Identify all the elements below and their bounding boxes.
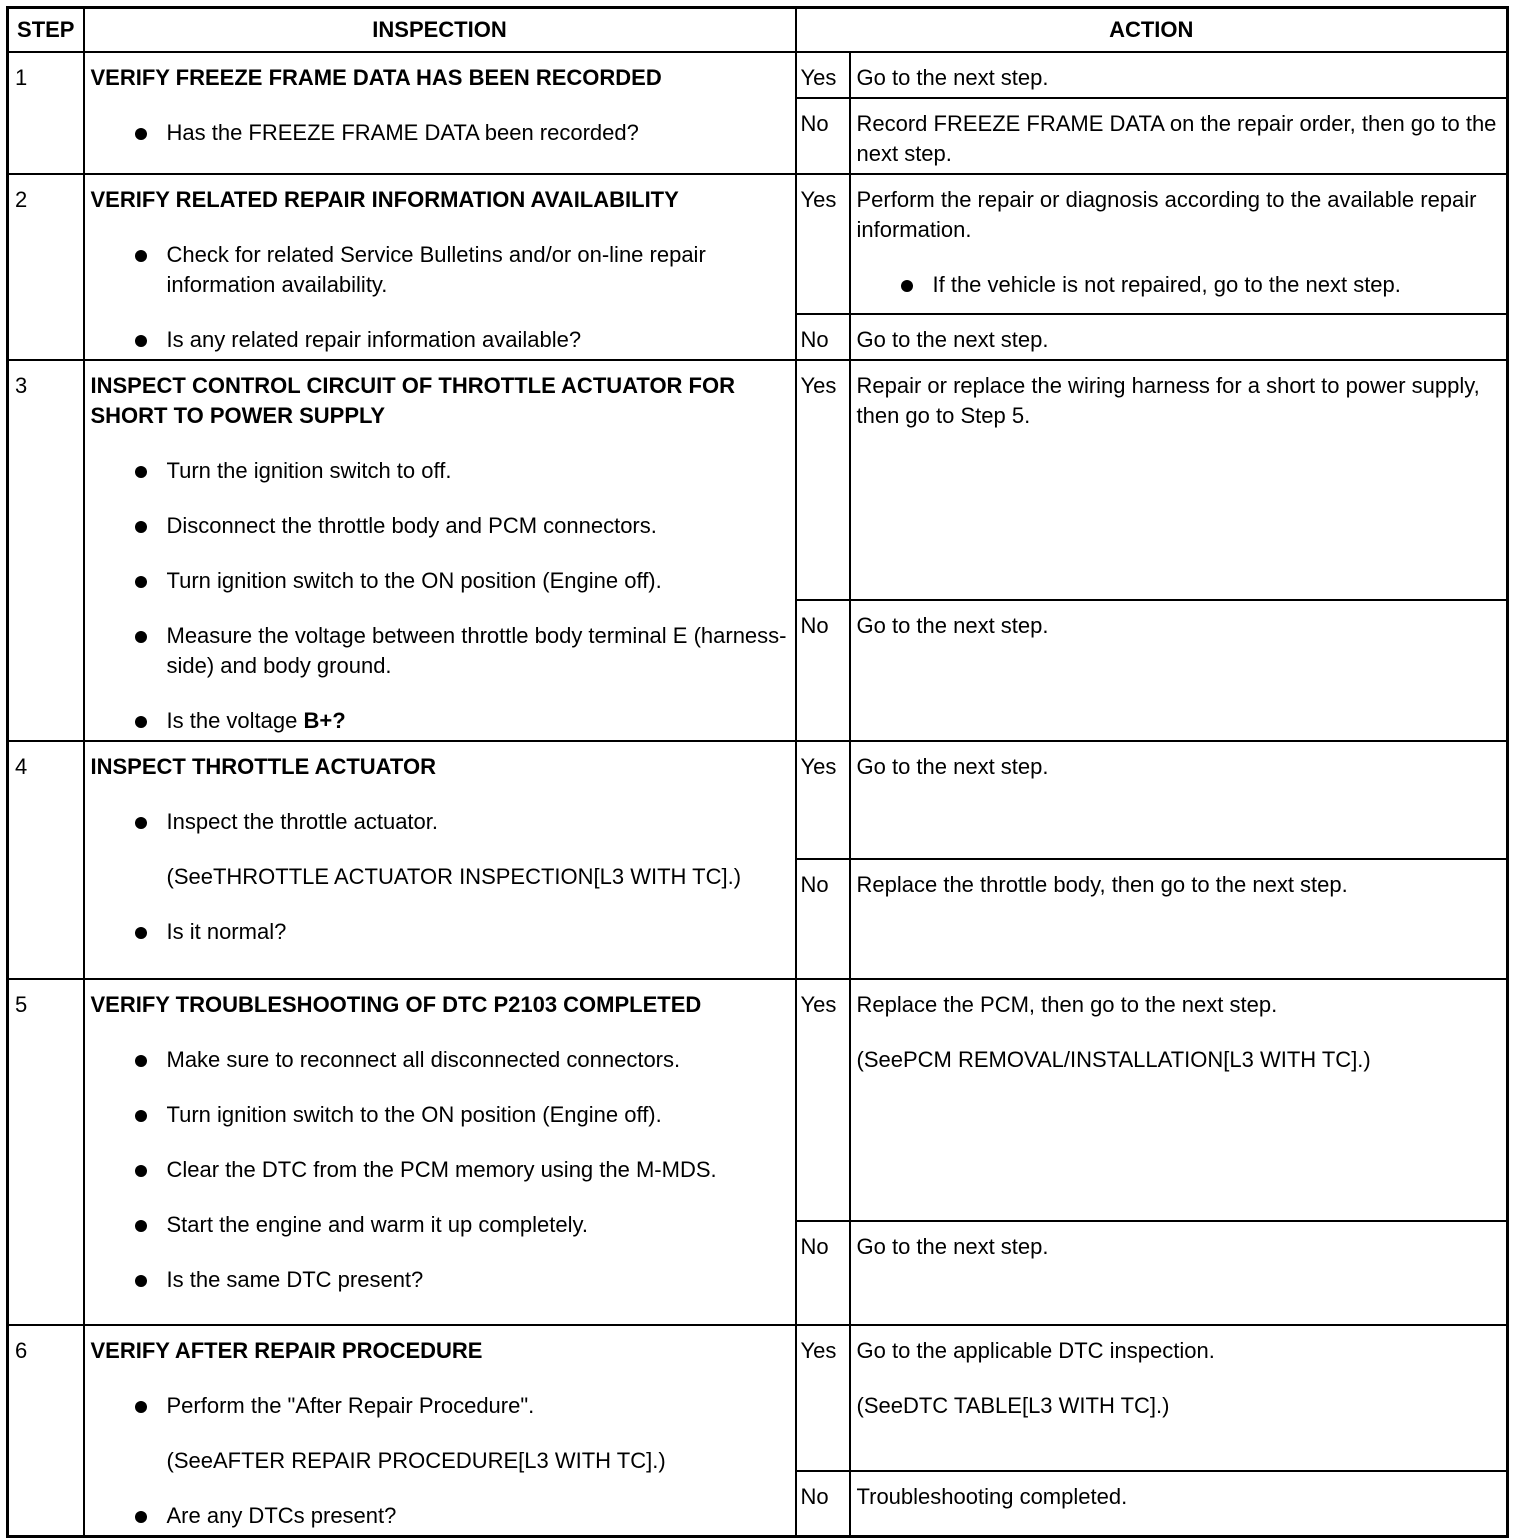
reference-note: (SeeTHROTTLE ACTUATOR INSPECTION[L3 WITH TC].) [166,864,742,889]
list-item: Is any related repair information available? [91,325,789,355]
bullet-icon [135,817,147,829]
step-number: 2 [8,174,84,360]
list-item: Perform the "After Repair Procedure". [91,1391,789,1421]
list-item: Clear the DTC from the PCM memory using the M-MDS. [91,1155,789,1185]
inspection-cell [84,52,796,174]
no-action: Go to the next step. [850,1221,1508,1325]
header-action: ACTION [796,8,1508,53]
step-number: 3 [8,360,84,741]
reference-note: (SeeAFTER REPAIR PROCEDURE[L3 WITH TC].) [166,1448,666,1473]
bullet-icon [135,335,147,347]
no-action: Go to the next step. [850,600,1508,741]
step-number: 4 [8,741,84,979]
yes-label: Yes [796,174,850,314]
no-action: Go to the next step. [850,314,1508,361]
bullet-icon [135,1055,147,1067]
header-row [8,8,1508,53]
no-label: No [796,1471,850,1537]
reference-note: (SeeDTC TABLE[L3 WITH TC].) [856,1393,1170,1418]
yes-label: Yes [796,741,850,859]
bullet-icon [135,521,147,533]
table-row [8,741,1508,859]
step-title: VERIFY TROUBLESHOOTING OF DTC P2103 COMPLETED [90,992,702,1017]
header-inspection: INSPECTION [84,8,796,53]
inspection-cell [84,979,796,1325]
list-item: Has the FREEZE FRAME DATA been recorded? [91,118,789,148]
table-row [8,979,1508,1221]
yes-label: Yes [796,979,850,1221]
list-item: Is it normal? [91,917,789,947]
yes-label: Yes [796,1325,850,1471]
bullet-icon [135,250,147,262]
no-label: No [796,1221,850,1325]
list-item: Turn the ignition switch to off. [91,456,789,486]
yes-action: Go to the next step. [850,52,1508,98]
bullet-icon [135,1165,147,1177]
inspection-cell [84,741,796,979]
no-action: Replace the throttle body, then go to the next step. [850,859,1508,979]
yes-action: Replace the PCM, then go to the next step. (SeePCM REMOVAL/INSTALLATION[L3 WITH TC].) [850,979,1508,1221]
reference-note: (SeePCM REMOVAL/INSTALLATION[L3 WITH TC].) [856,1047,1371,1072]
bullet-icon [901,280,913,292]
bullet-icon [135,716,147,728]
list-item: Disconnect the throttle body and PCM connectors. [91,511,789,541]
list-item: Start the engine and warm it up completely. [91,1210,789,1240]
yes-action: Go to the applicable DTC inspection. (SeeDTC TABLE[L3 WITH TC].) [850,1325,1508,1471]
no-label: No [796,859,850,979]
table-row [8,360,1508,600]
bullet-icon [135,631,147,643]
bullet-icon [135,1275,147,1287]
no-label: No [796,98,850,174]
step-title: INSPECT CONTROL CIRCUIT OF THROTTLE ACTUATOR FOR SHORT TO POWER SUPPLY [90,373,735,428]
list-item: Is the voltage B+? [91,706,789,736]
table-row [8,52,1508,98]
step-title: VERIFY FREEZE FRAME DATA HAS BEEN RECORDED [90,65,662,90]
bullet-icon [135,1110,147,1122]
list-item: Are any DTCs present? [91,1501,789,1531]
yes-action: Go to the next step. [850,741,1508,859]
bullet-icon [135,1220,147,1232]
yes-label: Yes [796,360,850,600]
table-row [8,1325,1508,1471]
no-label: No [796,600,850,741]
bullet-icon [135,576,147,588]
step-number: 5 [8,979,84,1325]
step-title: INSPECT THROTTLE ACTUATOR [90,754,436,779]
list-item: Make sure to reconnect all disconnected connectors. [91,1045,789,1075]
step-number: 6 [8,1325,84,1537]
bullet-icon [135,1511,147,1523]
list-item: Is the same DTC present? [91,1265,789,1295]
list-item: Turn ignition switch to the ON position (Engine off). [91,566,789,596]
table-row [8,174,1508,314]
inspection-cell [84,174,796,360]
bullet-icon [135,1401,147,1413]
no-action: Record FREEZE FRAME DATA on the repair order, then go to the next step. [850,98,1508,174]
list-item: Inspect the throttle actuator. [91,807,789,837]
list-item: If the vehicle is not repaired, go to the next step. [857,270,1501,300]
list-item: Measure the voltage between throttle body terminal E (harness-side) and body ground. [91,621,789,681]
inspection-cell [84,1325,796,1537]
list-item: Check for related Service Bulletins and/or on-line repair information availability. [91,240,789,300]
step-title: VERIFY AFTER REPAIR PROCEDURE [90,1338,483,1363]
bullet-icon [135,128,147,140]
yes-action: Repair or replace the wiring harness for a short to power supply, then go to Step 5. [850,360,1508,600]
no-label: No [796,314,850,361]
no-action: Troubleshooting completed. [850,1471,1508,1537]
yes-action: Perform the repair or diagnosis according to the available repair information. If the vehicle is not repaired, go to the next step. [850,174,1508,314]
header-step: STEP [8,8,84,53]
bullet-icon [135,466,147,478]
yes-label: Yes [796,52,850,98]
step-number: 1 [8,52,84,174]
bullet-icon [135,927,147,939]
diagnostic-table [6,6,1509,1538]
step-title: VERIFY RELATED REPAIR INFORMATION AVAILABILITY [90,187,679,212]
list-item: Turn ignition switch to the ON position (Engine off). [91,1100,789,1130]
inspection-cell [84,360,796,741]
